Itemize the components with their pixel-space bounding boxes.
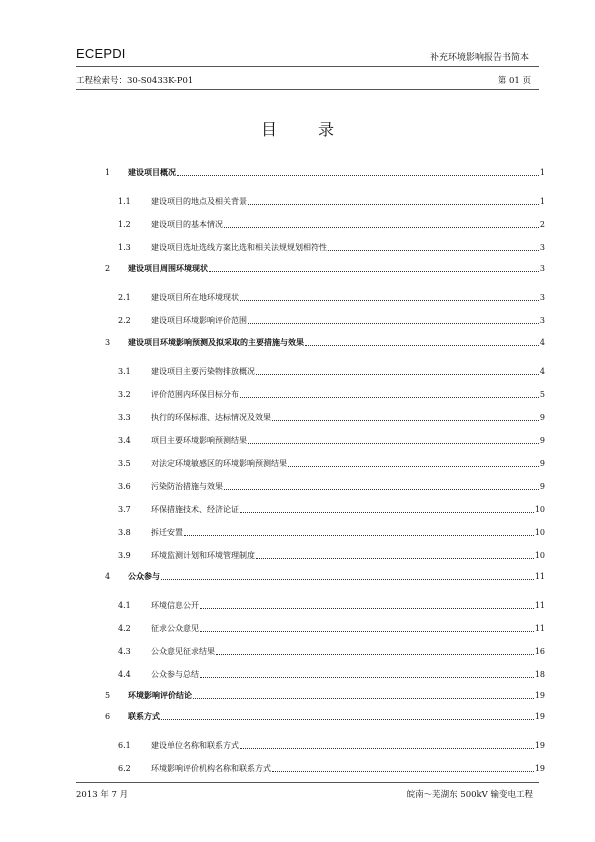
toc-leader-dots xyxy=(224,489,539,490)
project-id: 工程检索号：30-S0433K-P01 xyxy=(76,76,194,86)
toc-leader-dots xyxy=(240,748,534,749)
toc-entry[interactable] xyxy=(0,167,595,179)
toc-page-number: 11 xyxy=(534,601,545,610)
toc-page-number: 9 xyxy=(539,413,545,422)
toc-leader-dots xyxy=(209,271,539,272)
toc-leader-dots xyxy=(240,512,534,513)
toc-title: 征求公众意见 xyxy=(151,624,199,633)
toc-entry[interactable] xyxy=(0,600,595,612)
toc-leader-dots xyxy=(248,323,539,324)
toc-title: 环境监测计划和环境管理制度 xyxy=(151,551,255,560)
toc-number: 3.8 xyxy=(118,528,131,537)
toc-leader-dots xyxy=(328,250,539,251)
toc-title: 污染防治措施与效果 xyxy=(151,482,223,491)
subheader-divider xyxy=(76,89,539,90)
toc-leader-dots xyxy=(216,654,534,655)
header-divider xyxy=(76,66,539,67)
toc-leader-dots xyxy=(248,204,539,205)
toc-number: 4.1 xyxy=(118,601,131,610)
toc-leader-dots xyxy=(256,558,534,559)
toc-title: 公众意见征求结果 xyxy=(151,647,215,656)
toc-title: 建设项目环境影响预测及拟采取的主要措施与效果 xyxy=(128,338,304,347)
toc-number: 3.9 xyxy=(118,551,131,560)
toc-entry[interactable] xyxy=(0,435,595,447)
toc-number: 5 xyxy=(105,691,111,700)
toc-title: 环保措施技术、经济论证 xyxy=(151,505,239,514)
toc-number: 6.2 xyxy=(118,764,131,773)
toc-title: 建设项目环境影响评价范围 xyxy=(151,316,247,325)
toc-page-number: 3 xyxy=(539,316,545,325)
toc-title: 联系方式 xyxy=(128,712,160,721)
toc-number: 2 xyxy=(105,264,111,273)
toc-number: 4.4 xyxy=(118,670,131,679)
toc-title: 建设项目概况 xyxy=(128,168,176,177)
toc-title: 建设项目周围环境现状 xyxy=(128,264,208,273)
toc-page-number: 4 xyxy=(539,338,545,347)
toc-page-number: 19 xyxy=(534,741,545,750)
toc-entry[interactable] xyxy=(0,315,595,327)
toc-leader-dots xyxy=(177,175,539,176)
toc-leader-dots xyxy=(184,535,534,536)
toc-title: 项目主要环境影响预测结果 xyxy=(151,436,247,445)
toc-entry[interactable] xyxy=(0,458,595,470)
toc-entry[interactable] xyxy=(0,623,595,635)
toc-page-number: 11 xyxy=(534,624,545,633)
toc-leader-dots xyxy=(200,608,534,609)
toc-title: 评价范围内环保目标分布 xyxy=(151,390,239,399)
toc-page-number: 3 xyxy=(539,293,545,302)
toc-leader-dots xyxy=(193,698,534,699)
toc-number: 3.4 xyxy=(118,436,131,445)
toc-entry[interactable] xyxy=(0,389,595,401)
toc-leader-dots xyxy=(272,420,539,421)
toc-page-number: 16 xyxy=(534,647,545,656)
toc-page-number: 4 xyxy=(539,367,545,376)
toc-page-number: 2 xyxy=(539,220,545,229)
toc-title: 执行的环保标准、达标情况及效果 xyxy=(151,413,271,422)
toc-entry[interactable] xyxy=(0,242,595,254)
toc-number: 3.6 xyxy=(118,482,131,491)
toc-leader-dots xyxy=(288,466,539,467)
toc-entry[interactable] xyxy=(0,711,595,723)
page-number: 第 01 页 xyxy=(497,76,531,86)
toc-page-number: 11 xyxy=(534,572,545,581)
toc-entry[interactable] xyxy=(0,550,595,562)
toc-number: 1 xyxy=(105,168,111,177)
toc-number: 3 xyxy=(105,338,111,347)
toc-title: 拆迁安置 xyxy=(151,528,183,537)
toc-entry[interactable] xyxy=(0,690,595,702)
toc-leader-dots xyxy=(240,300,539,301)
toc-title: 公众参与总结 xyxy=(151,670,199,679)
toc-number: 4.3 xyxy=(118,647,131,656)
toc-title: 建设项目的基本情况 xyxy=(151,220,223,229)
toc-entry[interactable] xyxy=(0,412,595,424)
toc-entry[interactable] xyxy=(0,366,595,378)
toc-page-number: 9 xyxy=(539,436,545,445)
toc-leader-dots xyxy=(161,719,534,720)
toc-number: 6.1 xyxy=(118,741,131,750)
toc-number: 3.2 xyxy=(118,390,131,399)
toc-title: 建设项目选址选线方案比选和相关法规规划相符性 xyxy=(151,243,327,252)
toc-entry[interactable] xyxy=(0,504,595,516)
toc-entry[interactable] xyxy=(0,337,595,349)
toc-title: 建设项目主要污染物排放概况 xyxy=(151,367,255,376)
toc-entry[interactable] xyxy=(0,292,595,304)
toc-title: 公众参与 xyxy=(128,572,160,581)
toc-entry[interactable] xyxy=(0,646,595,658)
toc-title: 对法定环境敏感区的环境影响预测结果 xyxy=(151,459,287,468)
toc-entry[interactable] xyxy=(0,527,595,539)
toc-number: 1.1 xyxy=(118,197,131,206)
toc-entry[interactable] xyxy=(0,263,595,275)
toc-page-number: 18 xyxy=(534,670,545,679)
toc-leader-dots xyxy=(200,631,534,632)
toc-number: 1.3 xyxy=(118,243,131,252)
toc-page-number: 10 xyxy=(534,528,545,537)
toc-number: 4.2 xyxy=(118,624,131,633)
toc-number: 3.5 xyxy=(118,459,131,468)
toc-title: 环境影响评价机构名称和联系方式 xyxy=(151,764,271,773)
toc-leader-dots xyxy=(248,443,539,444)
toc-leader-dots xyxy=(200,677,534,678)
toc-title: 环境影响评价结论 xyxy=(128,691,192,700)
toc-entry[interactable] xyxy=(0,219,595,231)
toc-page-number: 3 xyxy=(539,243,545,252)
toc-leader-dots xyxy=(256,374,539,375)
toc-leader-dots xyxy=(161,579,534,580)
toc-page-number: 10 xyxy=(534,551,545,560)
toc-title: 建设项目的地点及相关背景 xyxy=(151,197,247,206)
document-title: 补充环境影响报告书简本 xyxy=(429,53,529,63)
toc-title: 环境信息公开 xyxy=(151,601,199,610)
toc-number: 3.3 xyxy=(118,413,131,422)
toc-page-number: 1 xyxy=(539,168,545,177)
toc-number: 1.2 xyxy=(118,220,131,229)
toc-leader-dots xyxy=(305,345,539,346)
toc-entry[interactable] xyxy=(0,571,595,583)
toc-number: 4 xyxy=(105,572,111,581)
toc-leader-dots xyxy=(272,771,534,772)
toc-entry[interactable] xyxy=(0,740,595,752)
footer-project-name: 皖南～芜湖东 500kV 输变电工程 xyxy=(406,790,533,800)
toc-entry[interactable] xyxy=(0,763,595,775)
company-logo-text: ECEPDI xyxy=(76,46,126,61)
toc-number: 2.2 xyxy=(118,316,131,325)
toc-page-number: 9 xyxy=(539,482,545,491)
toc-number: 2.1 xyxy=(118,293,131,302)
toc-page-number: 9 xyxy=(539,459,545,468)
toc-number: 3.7 xyxy=(118,505,131,514)
toc-page-number: 10 xyxy=(534,505,545,514)
toc-leader-dots xyxy=(224,227,539,228)
toc-page-number: 19 xyxy=(534,712,545,721)
toc-page-number: 19 xyxy=(534,691,545,700)
footer-divider xyxy=(76,782,539,783)
toc-page-number: 1 xyxy=(539,197,545,206)
toc-number: 6 xyxy=(105,712,111,721)
toc-leader-dots xyxy=(240,397,539,398)
toc-title: 建设单位名称和联系方式 xyxy=(151,741,239,750)
toc-number: 3.1 xyxy=(118,367,131,376)
page-title: 目 录 xyxy=(260,120,353,139)
toc-entry[interactable] xyxy=(0,196,595,208)
toc-page-number: 5 xyxy=(539,390,545,399)
footer-date: 2013 年 7 月 xyxy=(76,790,129,800)
toc-title: 建设项目所在地环境现状 xyxy=(151,293,239,302)
toc-page-number: 19 xyxy=(534,764,545,773)
toc-entry[interactable] xyxy=(0,481,595,493)
toc-entry[interactable] xyxy=(0,669,595,681)
toc-page-number: 3 xyxy=(539,264,545,273)
